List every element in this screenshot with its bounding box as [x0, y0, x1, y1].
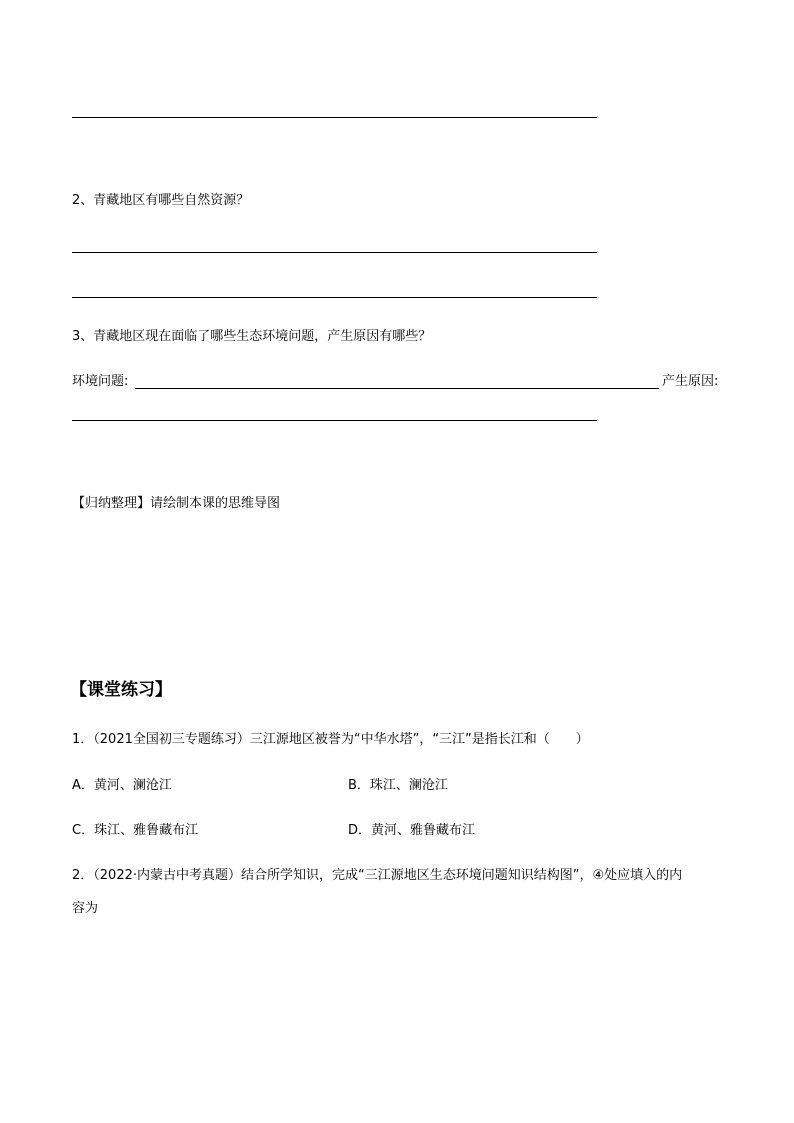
cause-label: 产生原因:	[662, 374, 719, 389]
option-d[interactable]: D．黄河、雅鲁藏布江	[348, 823, 476, 838]
practice-q2-stem-line1: 2．（2022·内蒙古中考真题）结合所学知识，完成“三江源地区生态环境问题知识结构图”，④处应填入的内	[72, 868, 683, 883]
practice-q1-stem: 1．（2021全国初三专题练习）三江源地区被誉为“中华水塔”，“三江”是指长江和（ ）	[72, 732, 589, 747]
answer-line[interactable]	[72, 297, 597, 298]
practice-q2-stem-line2: 容为	[72, 901, 99, 916]
answer-line[interactable]	[72, 252, 597, 253]
option-a[interactable]: A．黄河、澜沧江	[72, 778, 172, 793]
question-3-text: 3、青藏地区现在面临了哪些生态环境问题，产生原因有哪些？	[72, 329, 432, 344]
env-problem-answer-line[interactable]	[135, 388, 659, 389]
question-2-text: 2、青藏地区有哪些自然资源？	[72, 193, 250, 208]
answer-line[interactable]	[72, 117, 597, 118]
env-problem-label: 环境问题:	[72, 374, 129, 389]
option-c[interactable]: C．珠江、雅鲁藏布江	[72, 823, 199, 838]
practice-heading: 【课堂练习】	[70, 680, 172, 700]
answer-line[interactable]	[72, 420, 597, 421]
option-b[interactable]: B．珠江、澜沧江	[348, 778, 448, 793]
summary-instruction: 【归纳整理】请绘制本课的思维导图	[72, 496, 281, 511]
